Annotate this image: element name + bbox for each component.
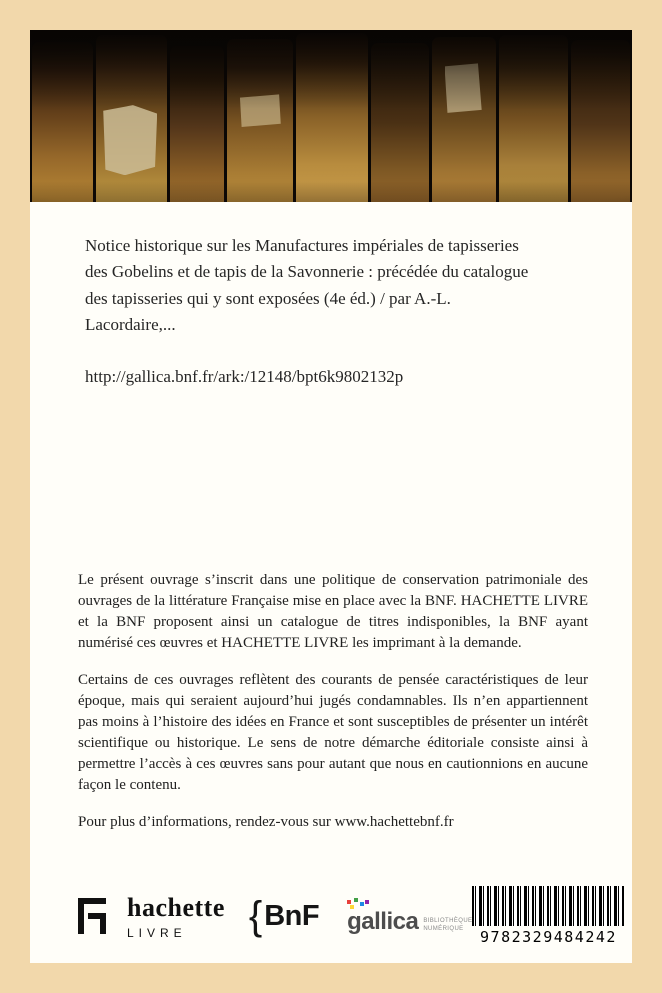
gallica-pixels-icon <box>347 900 351 904</box>
antique-books-photo <box>30 30 632 202</box>
book-spine <box>371 43 428 202</box>
hachette-wordmark-block <box>127 893 225 939</box>
cover-panel <box>30 30 632 963</box>
footer-logos <box>74 883 617 949</box>
book-spine <box>499 35 568 202</box>
bnf-wordmark: BnF <box>264 899 320 932</box>
barcode-number: 9782329484242 <box>480 928 617 946</box>
book-spine <box>170 46 224 202</box>
book-spine <box>432 37 496 202</box>
publisher-paragraph: Certains de ces ouvrages reflètent des courants de pensée caractéristiques de leur époque, mais qui seraient aujourd’hui jugés condamnables. Ils n’en appartiennent pas moins à l’histoire des idées en France et sont susceptibles de présenter un intérêt scientifique ou historique. Le sens de notre démarche éditoriale consiste ainsi à permettre l’accès à ces œuvres sans pour autant que nous en cautionnions en aucune façon le contenu. <box>78 672 588 793</box>
gallica-caption-line1: BIBLIOTHÈQUE <box>423 917 473 924</box>
hachette-logo-icon <box>74 894 118 938</box>
publisher-note <box>78 570 588 833</box>
barcode-bars <box>472 886 624 926</box>
gallica-logo <box>347 898 472 934</box>
gallica-wordmark: gallica <box>347 908 419 935</box>
book-spine <box>227 39 292 202</box>
bnf-brace-icon: { <box>248 894 263 938</box>
publisher-paragraph: Le présent ouvrage s’inscrit dans une politique de conservation patrimoniale des ouvrages de la littérature Française mise en place avec la BNF. HACHETTE LIVRE et la BNF proposent ainsi un catalogue de titres indisponibles, la BNF ayant numérisé ces œuvres et HACHETTE LIVRE les imprimant à la demande. <box>78 572 588 651</box>
book-spine <box>571 40 630 202</box>
book-spine <box>32 42 93 202</box>
hachette-wordmark: hachette <box>127 893 225 922</box>
barcode <box>472 886 624 946</box>
hachette-livre-label: LIVRE <box>127 926 187 940</box>
book-spine <box>96 35 167 202</box>
catalog-url: http://gallica.bnf.fr/ark:/12148/bpt6k9802132p <box>85 367 404 386</box>
book-spine <box>296 33 369 202</box>
book-title: Notice historique sur les Manufactures impériales de tapisseries des Gobelins et de tapis de la Savonnerie : précédée du catalogue des tapisseries qui y sont exposées (4e éd.) / par A.-L. Lacordaire,... <box>85 236 529 335</box>
gallica-caption <box>423 917 472 933</box>
info-line: Pour plus d’informations, rendez-vous sur www.hachettebnf.fr <box>78 814 454 830</box>
hachette-logo <box>74 893 225 939</box>
gallica-caption-line2: NUMÉRIQUE <box>423 925 464 932</box>
bnf-logo <box>249 896 319 936</box>
